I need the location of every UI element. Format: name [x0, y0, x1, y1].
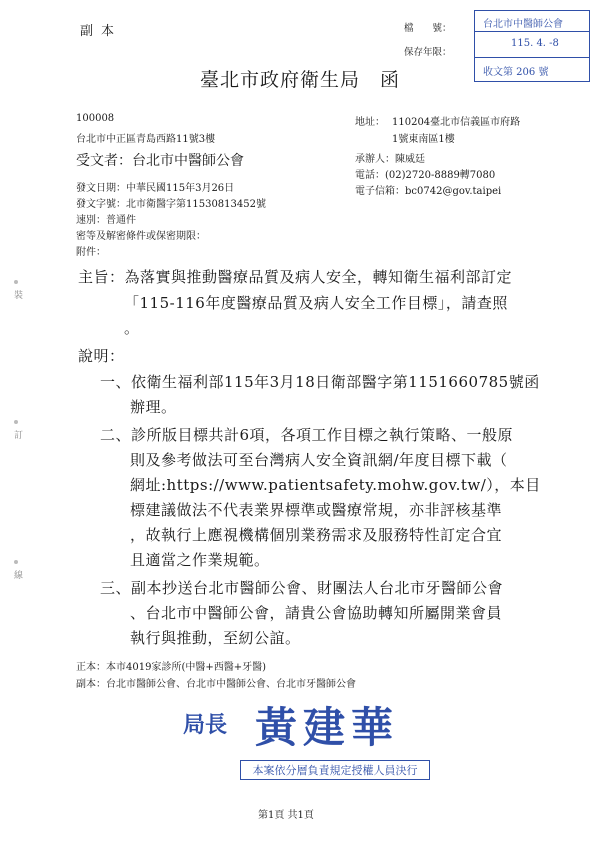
file-number-label: 檔 號： [404, 23, 452, 34]
document-number: 發文字號：北市衛醫字第11530813452號 [76, 199, 266, 210]
subject-line-2: 「115-116年度醫療品質及病人安全工作目標」，請查照 [124, 294, 508, 312]
binding-hole [14, 280, 18, 284]
subject-line-3: 。 [124, 319, 140, 337]
contact-phone: 電話：(02)2720-8889轉7080 [355, 170, 496, 181]
signature-name: 黃建華 [255, 703, 400, 752]
explanation-item-3-line-3: 執行與推動，至紉公誼。 [130, 629, 301, 647]
explanation-item-2-line-3: 網址:https://www.patientsafety.mohw.gov.tw/），本目 [130, 476, 541, 494]
binding-mark: 裝 [14, 291, 24, 301]
retention-label: 保存年限： [404, 47, 452, 58]
attachments: 附件： [76, 247, 106, 258]
page-number: 第1頁 共1頁 [258, 810, 314, 821]
contact-email: 電子信箱：bc0742@gov.taipei [355, 186, 502, 197]
explanation-item-2-line-6: 且適當之作業規範。 [130, 551, 270, 569]
subject-line-1: 主旨：為落實與推動醫療品質及病人安全，轉知衛生福利部訂定 [78, 268, 513, 286]
authorization-stamp: 本案依分層負責規定授權人員決行 [240, 760, 430, 780]
explanation-item-2-line-2: 則及參考做法可至台灣病人安全資訊網/年度目標下載（ [130, 451, 508, 469]
copy-mark: 副本 [80, 24, 123, 39]
stamp-divider [475, 31, 589, 32]
issue-date: 發文日期：中華民國115年3月26日 [76, 183, 235, 194]
explanation-item-1-line-2: 辦理。 [130, 398, 177, 416]
delivery-speed: 速別：普通件 [76, 215, 136, 226]
explanation-item-2-line-5: ，故執行上應視機構個別業務需求及服務特性訂定合宜 [130, 526, 503, 544]
explanation-item-3-line-2: 、台北市中醫師公會，請貴公會協助轉知所屬開業會員 [130, 604, 503, 622]
stamp-received-number: 收文第 206 號 [483, 67, 549, 78]
contact-person: 承辦人：陳威廷 [355, 154, 425, 165]
stamp-org: 台北市中醫師公會 [483, 19, 563, 30]
binding-hole [14, 420, 18, 424]
received-stamp [474, 10, 590, 82]
explanation-item-1-line-1: 一、依衛生福利部115年3月18日衛部醫字第1151660785號函 [100, 373, 540, 391]
security-level: 密等及解密條件或保密期限： [76, 231, 206, 242]
issuer-address-label: 地址： [355, 117, 385, 128]
recipient-address: 台北市中正區青島西路11號3樓 [76, 134, 216, 145]
recipient: 受文者：台北市中醫師公會 [76, 153, 244, 169]
document-title: 臺北市政府衛生局 函 [200, 69, 401, 91]
distribution-copy: 副本：台北市醫師公會、台北市中醫師公會、台北市牙醫師公會 [76, 679, 356, 690]
stamp-divider [475, 57, 589, 58]
binding-mark: 線 [14, 571, 24, 581]
issuer-address-line2: 1號東南區1樓 [392, 134, 455, 145]
issuer-address-line1: 110204臺北市信義區市府路 [392, 117, 521, 128]
postal-code: 100008 [76, 113, 115, 124]
stamp-date: 115. 4. -8 [511, 38, 559, 49]
explanation-item-2-line-1: 二、診所版目標共計6項，各項工作目標之執行策略、一般原 [100, 426, 514, 444]
explanation-item-3-line-1: 三、副本抄送台北市醫師公會、財團法人台北市牙醫師公會 [100, 579, 504, 597]
signature-title: 局長 [183, 712, 228, 738]
binding-mark: 訂 [14, 431, 24, 441]
explanation-heading: 說明： [78, 347, 125, 365]
explanation-item-2-line-4: 標建議做法不代表業界標準或醫療常規，亦非評核基準 [130, 501, 503, 519]
binding-hole [14, 560, 18, 564]
distribution-original: 正本：本市4019家診所(中醫+西醫+牙醫) [76, 662, 267, 673]
